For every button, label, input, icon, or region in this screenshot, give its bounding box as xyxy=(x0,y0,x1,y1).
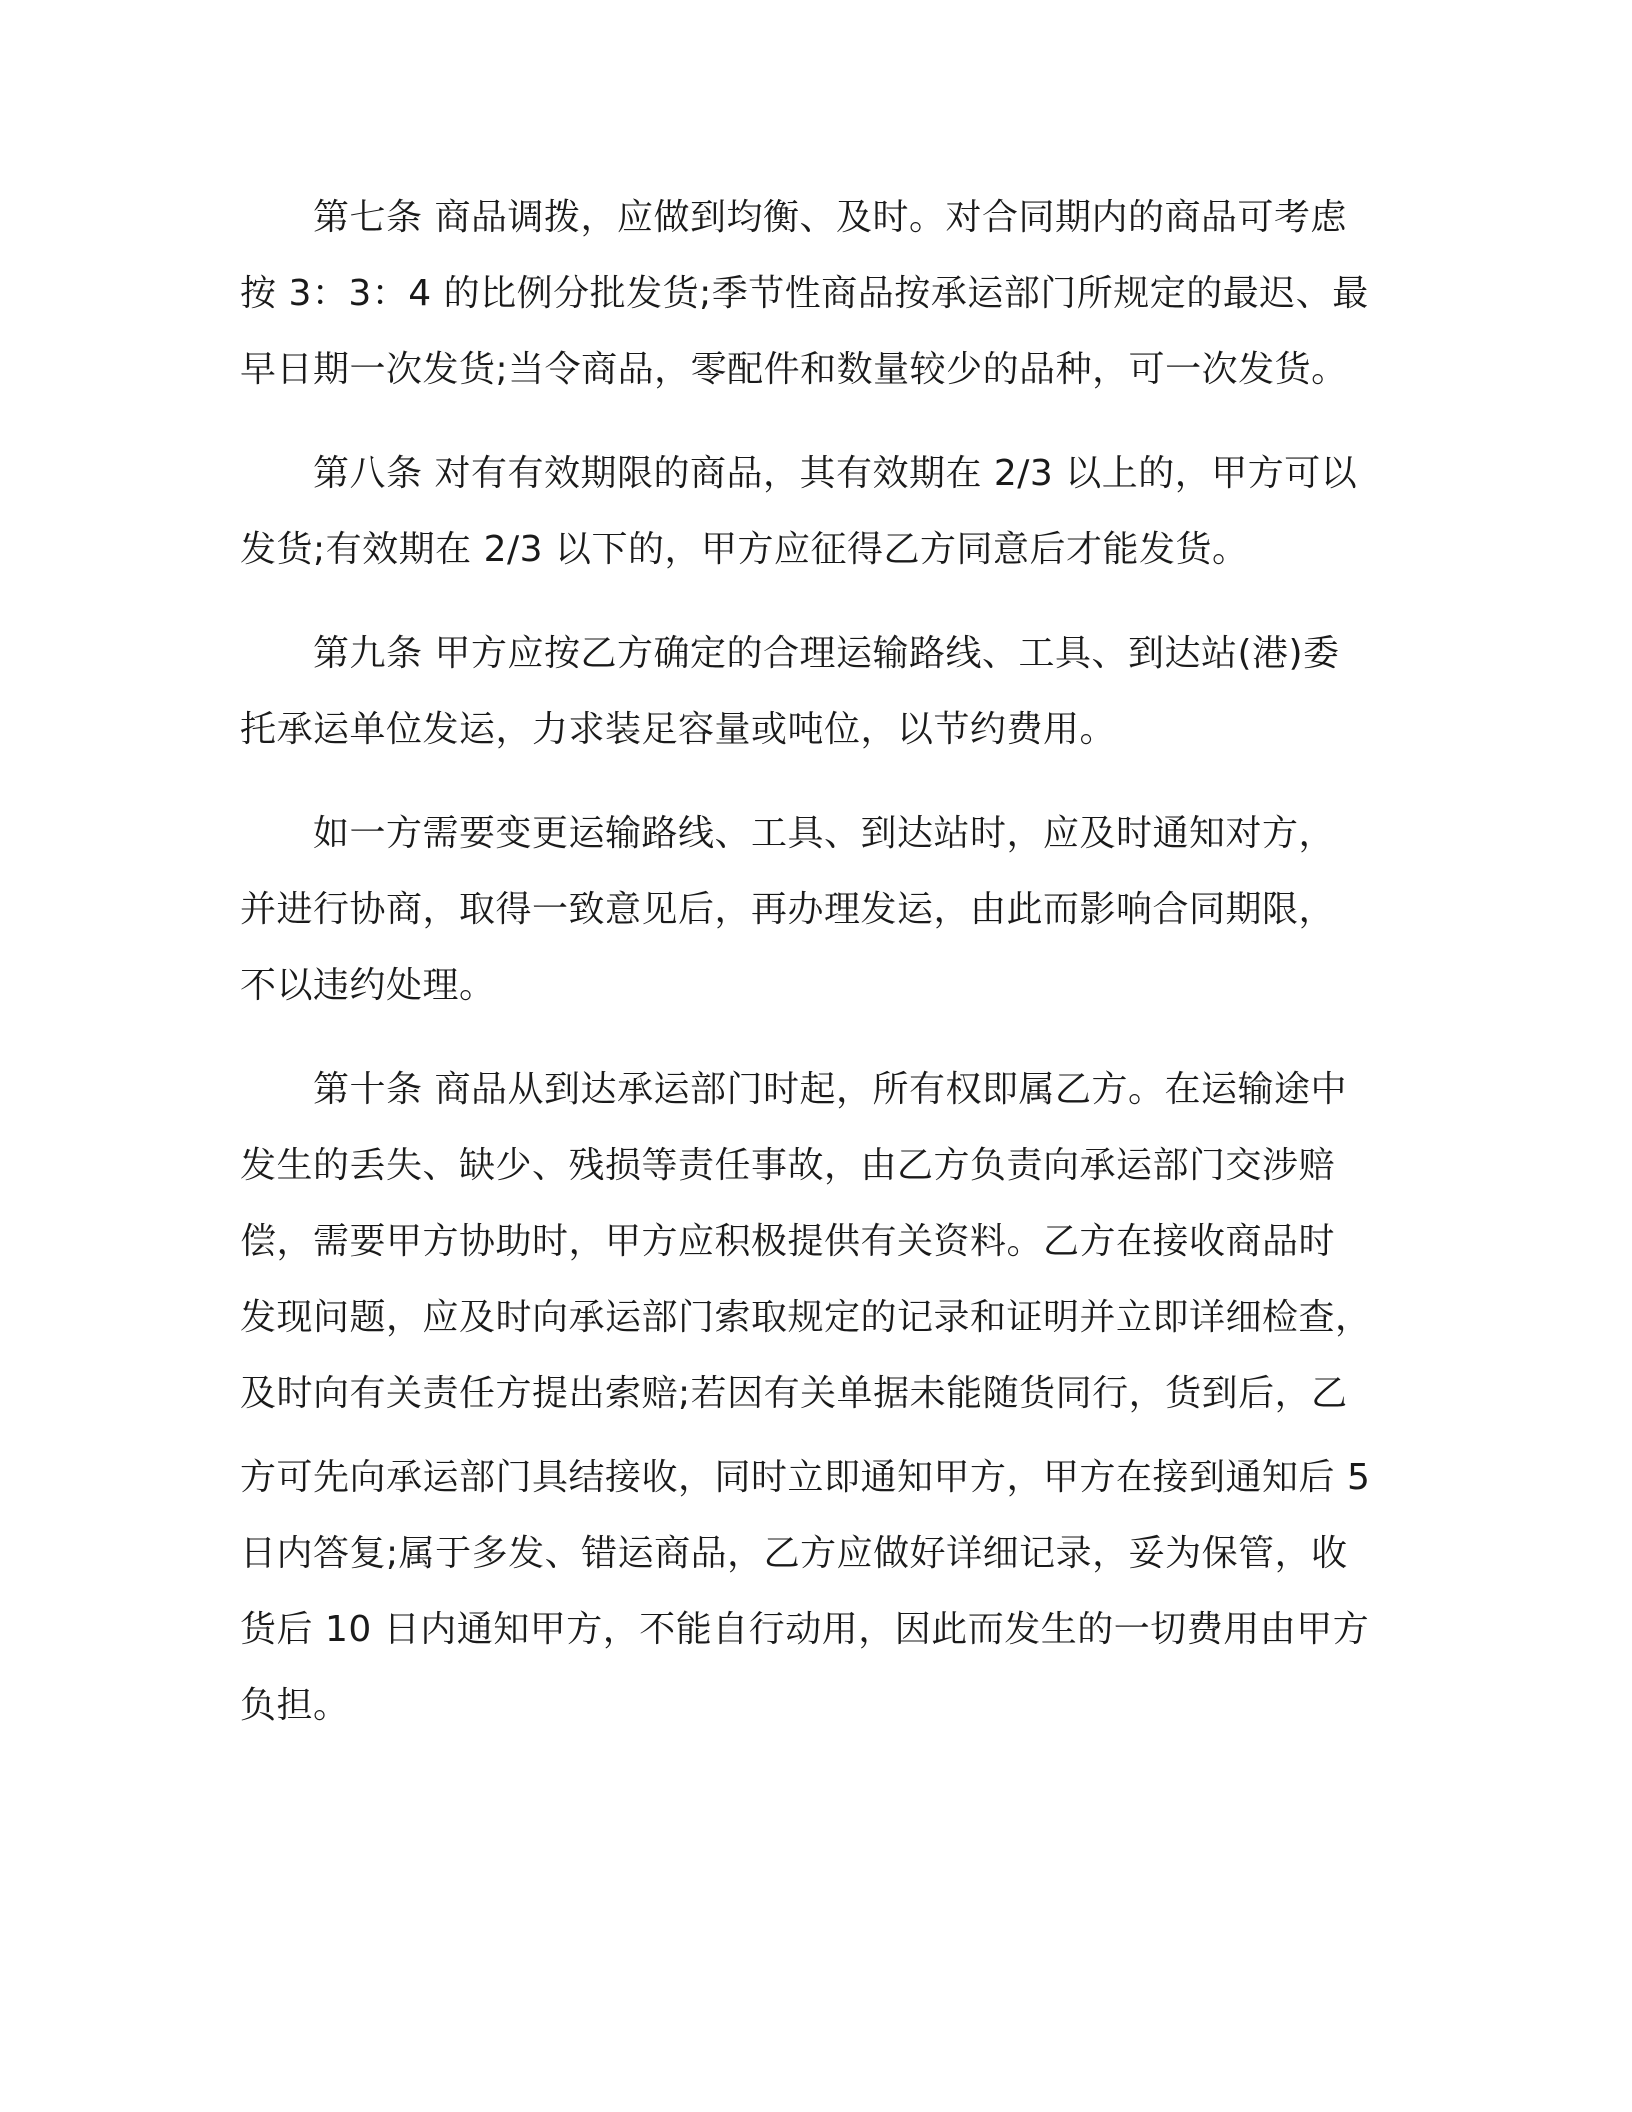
article-10-line-7: 日内答复;属于多发、错运商品，乙方应做好详细记录，妥为保管，收 xyxy=(240,1533,1348,1574)
paragraph-change-line-3: 不以违约处理。 xyxy=(240,965,496,1006)
article-7-line-3: 早日期一次发货;当令商品，零配件和数量较少的品种，可一次发货。 xyxy=(240,349,1348,390)
article-10-line-4: 发现问题，应及时向承运部门索取规定的记录和证明并立即详细检查， xyxy=(240,1297,1372,1338)
article-9-line-1: 第九条 甲方应按乙方确定的合理运输路线、工具、到达站(港)委 xyxy=(313,633,1340,674)
paragraph-change-line-2: 并进行协商，取得一致意见后，再办理发运，由此而影响合同期限， xyxy=(240,889,1336,930)
paragraph-change-line-1: 如一方需要变更运输路线、工具、到达站时，应及时通知对方， xyxy=(313,813,1336,854)
article-10-line-6: 方可先向承运部门具结接收，同时立即通知甲方，甲方在接到通知后 5 xyxy=(240,1457,1371,1498)
article-10-line-8: 货后 10 日内通知甲方，不能自行动用，因此而发生的一切费用由甲方 xyxy=(240,1609,1370,1650)
article-10-line-5: 及时向有关责任方提出索赔;若因有关单据未能随货同行，货到后，乙 xyxy=(240,1373,1348,1414)
article-10-line-9: 负担。 xyxy=(240,1685,350,1726)
article-10-line-1: 第十条 商品从到达承运部门时起，所有权即属乙方。在运输途中 xyxy=(313,1069,1347,1110)
article-10-line-2: 发生的丢失、缺少、残损等责任事故，由乙方负责向承运部门交涉赔 xyxy=(240,1145,1336,1186)
article-8-line-1: 第八条 对有有效期限的商品，其有效期在 2/3 以上的，甲方可以 xyxy=(313,453,1358,494)
article-7-line-2: 按 3：3：4 的比例分批发货;季节性商品按承运部门所规定的最迟、最 xyxy=(240,273,1369,314)
article-10-line-3: 偿，需要甲方协助时，甲方应积极提供有关资料。乙方在接收商品时 xyxy=(240,1221,1336,1262)
article-9-line-2: 托承运单位发运，力求装足容量或吨位，以节约费用。 xyxy=(240,709,1117,750)
article-7-line-1: 第七条 商品调拨，应做到均衡、及时。对合同期内的商品可考虑 xyxy=(313,197,1347,238)
article-8-line-2: 发货;有效期在 2/3 以下的，甲方应征得乙方同意后才能发货。 xyxy=(240,529,1249,570)
